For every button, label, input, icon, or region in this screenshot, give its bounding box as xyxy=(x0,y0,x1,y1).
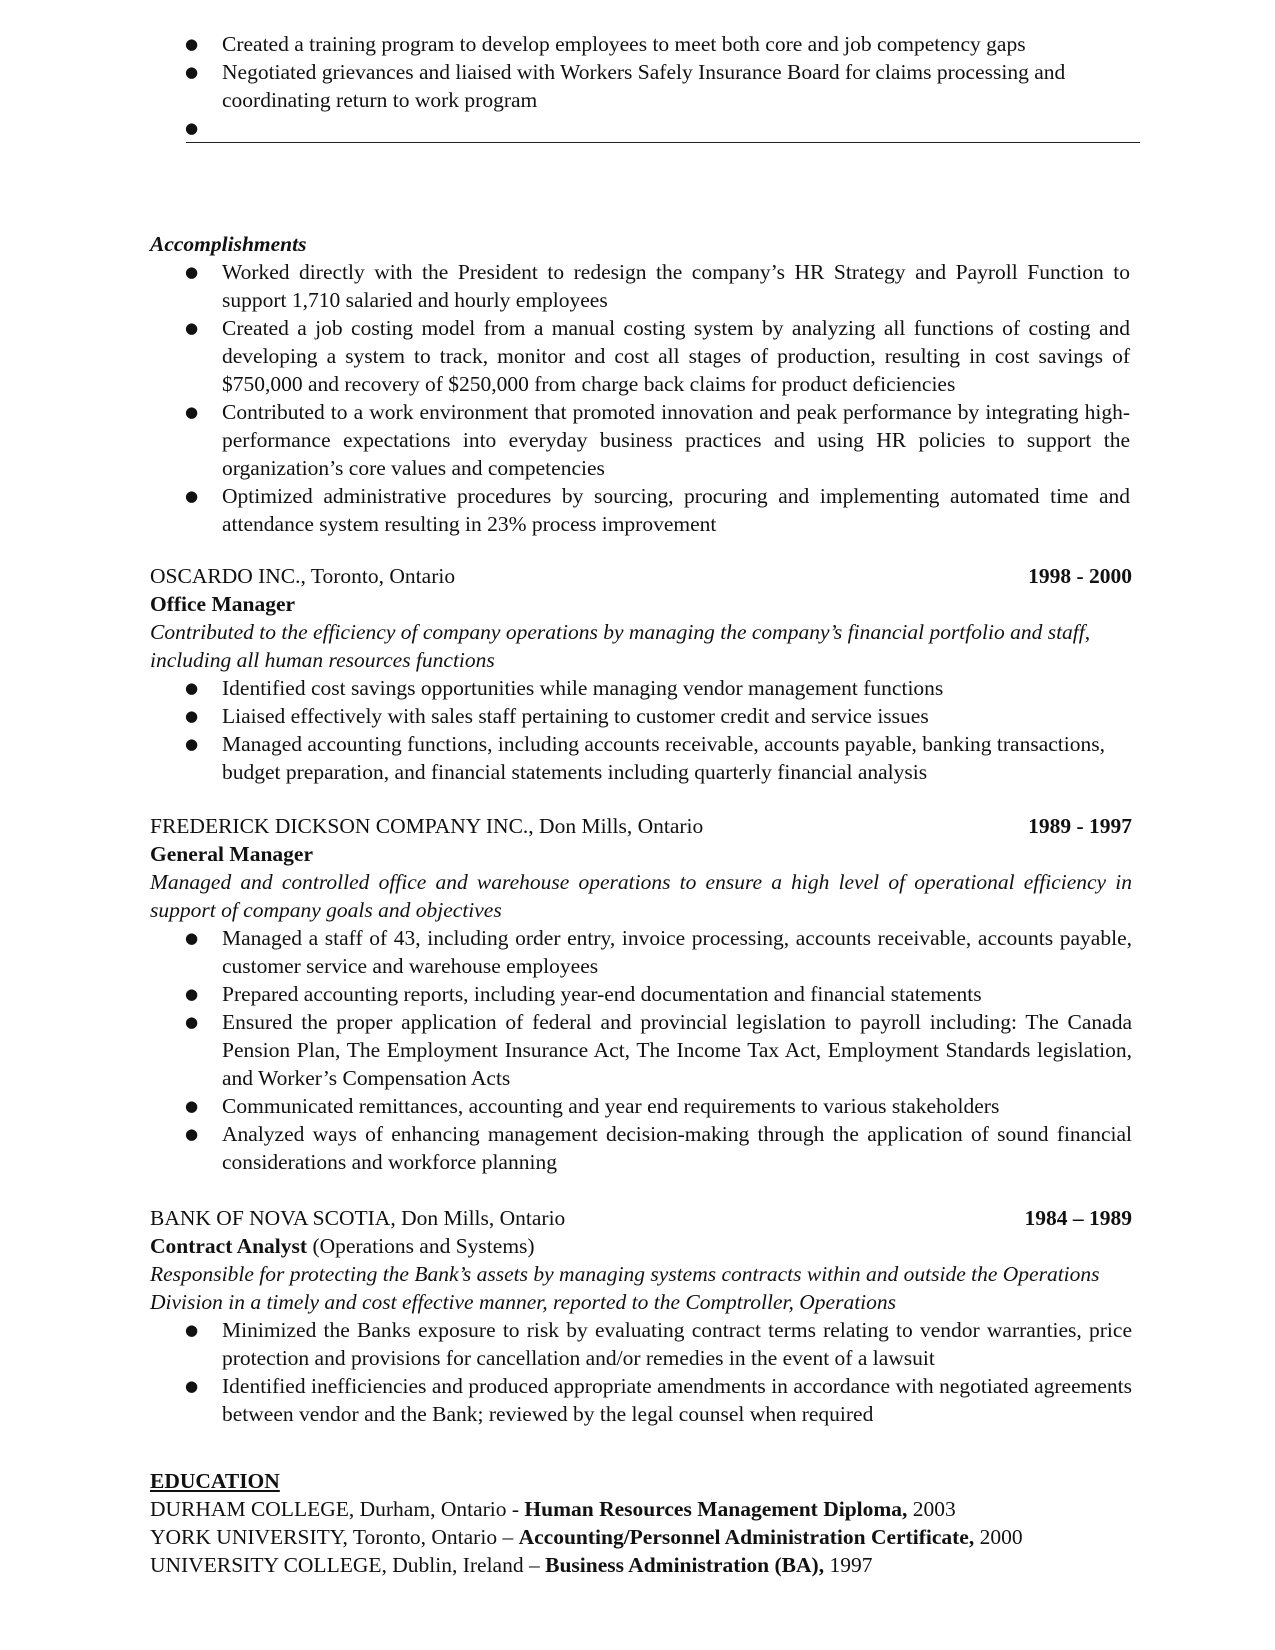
job-summary: Managed and controlled office and warehouse operations to ensure a high level of operational efficiency in support of company goals and objectives xyxy=(150,870,1132,922)
job-dates: 1998 - 2000 xyxy=(1028,564,1132,588)
bullet-text: Worked directly with the President to redesign the company’s HR Strategy and Payroll Function to support 1,710 salaried and hourly employees xyxy=(222,260,1130,312)
job-title: Office Manager xyxy=(150,592,296,616)
job-dates: 1984 – 1989 xyxy=(1024,1206,1132,1230)
list-item xyxy=(150,702,1132,730)
education-section xyxy=(150,1467,1150,1579)
bullet-icon: ● xyxy=(185,1125,199,1143)
job-dates: 1989 - 1997 xyxy=(1028,814,1132,838)
job-header xyxy=(150,562,1132,590)
list-item xyxy=(150,674,1132,702)
bullet-icon: ● xyxy=(185,929,199,947)
job-summary: Contributed to the efficiency of company operations by managing the company’s financial portfolio and staff, including all human resources functions xyxy=(150,620,1091,672)
job-title: Contract Analyst (Operations and Systems) xyxy=(150,1234,535,1258)
job-header xyxy=(150,812,1132,840)
horizontal-rule xyxy=(186,142,1140,143)
bullet-icon: ● xyxy=(185,735,199,753)
bullet-text: Optimized administrative procedures by sourcing, procuring and implementing automated time and attendance system resulting in 23% process improvement xyxy=(222,484,1130,536)
bullet-text: Prepared accounting reports, including year-end documentation and financial statements xyxy=(222,982,982,1006)
education-entry: YORK UNIVERSITY, Toronto, Ontario – Accounting/Personnel Administration Certificate, 2000 xyxy=(150,1525,1023,1549)
education-entry: DURHAM COLLEGE, Durham, Ontario - Human Resources Management Diploma, 2003 xyxy=(150,1497,956,1521)
job-entry-frederick-dickson xyxy=(150,812,1132,1176)
bullet-text: Created a training program to develop employees to meet both core and job competency gaps xyxy=(222,32,1026,56)
job-summary: Responsible for protecting the Bank’s assets by managing systems contracts within and outside the Operations Division in a timely and cost effective manner, reported to the Comptroller, Operations xyxy=(150,1262,1100,1314)
continued-bullet-list xyxy=(150,30,1140,137)
list-item xyxy=(150,258,1130,314)
job-bullets xyxy=(150,1316,1132,1428)
list-item xyxy=(150,30,1140,58)
list-item xyxy=(150,1316,1132,1372)
bullet-text: Identified inefficiencies and produced appropriate amendments in accordance with negotiated agreements between vendor and the Bank; reviewed by the legal counsel when required xyxy=(222,1374,1132,1426)
education-entry: UNIVERSITY COLLEGE, Dublin, Ireland – Business Administration (BA), 1997 xyxy=(150,1553,873,1577)
list-item xyxy=(150,482,1130,538)
bullet-icon: ● xyxy=(185,119,199,137)
bullet-icon: ● xyxy=(185,63,199,81)
bullet-text: Contributed to a work environment that promoted innovation and peak performance by integrating high-performance expectations into everyday business practices and using HR policies to support the organization’s core values and competencies xyxy=(222,400,1130,480)
list-item xyxy=(150,1372,1132,1428)
bullet-text: Identified cost savings opportunities while managing vendor management functions xyxy=(222,676,944,700)
list-item xyxy=(150,1120,1132,1176)
bullet-icon: ● xyxy=(185,679,199,697)
bullet-icon: ● xyxy=(185,707,199,725)
bullet-text: Negotiated grievances and liaised with Workers Safely Insurance Board for claims processing and coordinating return to work program xyxy=(222,60,1066,112)
job-bullets xyxy=(150,674,1132,786)
list-item xyxy=(150,1092,1132,1120)
list-item xyxy=(150,398,1130,482)
company-name: FREDERICK DICKSON COMPANY INC., Don Mills, Ontario xyxy=(150,814,704,838)
bullet-text: Created a job costing model from a manual costing system by analyzing all functions of costing and developing a system to track, monitor and cost all stages of production, resulting in cost savings of $750,000 and recovery of $250,000 from charge back claims for product deficiencies xyxy=(222,316,1130,396)
bullet-text: Ensured the proper application of federal and provincial legislation to payroll including: The Canada Pension Plan, The Employment Insurance Act, The Income Tax Act, Employment Standards legislation, and Worker’s Compensation Acts xyxy=(222,1010,1132,1090)
list-item xyxy=(150,924,1132,980)
bullet-text: Liaised effectively with sales staff pertaining to customer credit and service issues xyxy=(222,704,929,728)
bullet-icon: ● xyxy=(185,1013,199,1031)
bullet-text: Communicated remittances, accounting and year end requirements to various stakeholders xyxy=(222,1094,1000,1118)
job-entry-oscardo xyxy=(150,562,1132,786)
accomplishments-heading: Accomplishments xyxy=(150,232,307,256)
list-item xyxy=(150,58,1140,114)
accomplishments-list xyxy=(150,258,1130,538)
job-bullets xyxy=(150,924,1132,1176)
job-header xyxy=(150,1204,1132,1232)
bullet-icon: ● xyxy=(185,1097,199,1115)
bullet-text: Analyzed ways of enhancing management decision-making through the application of sound financial considerations and workforce planning xyxy=(222,1122,1132,1174)
bullet-icon: ● xyxy=(185,1377,199,1395)
bullet-icon: ● xyxy=(185,403,199,421)
education-heading: EDUCATION xyxy=(150,1469,280,1493)
list-item xyxy=(150,314,1130,398)
bullet-icon: ● xyxy=(185,263,199,281)
bullet-icon: ● xyxy=(185,487,199,505)
bullet-text: Managed accounting functions, including accounts receivable, accounts payable, banking transactions, budget preparation, and financial statements including quarterly financial analysis xyxy=(222,732,1105,784)
list-item xyxy=(150,730,1132,786)
bullet-icon: ● xyxy=(185,1321,199,1339)
bullet-text: Minimized the Banks exposure to risk by evaluating contract terms relating to vendor warranties, price protection and provisions for cancellation and/or remedies in the event of a lawsuit xyxy=(222,1318,1132,1370)
bullet-icon: ● xyxy=(185,35,199,53)
job-entry-bank-of-nova-scotia xyxy=(150,1204,1132,1428)
company-name: OSCARDO INC., Toronto, Ontario xyxy=(150,564,456,588)
company-name: BANK OF NOVA SCOTIA, Don Mills, Ontario xyxy=(150,1206,566,1230)
list-item xyxy=(150,1008,1132,1092)
bullet-icon: ● xyxy=(185,985,199,1003)
bullet-icon: ● xyxy=(185,319,199,337)
list-item xyxy=(150,980,1132,1008)
bullet-text: Managed a staff of 43, including order entry, invoice processing, accounts receivable, accounts payable, customer service and warehouse employees xyxy=(222,926,1132,978)
job-title: General Manager xyxy=(150,842,313,866)
